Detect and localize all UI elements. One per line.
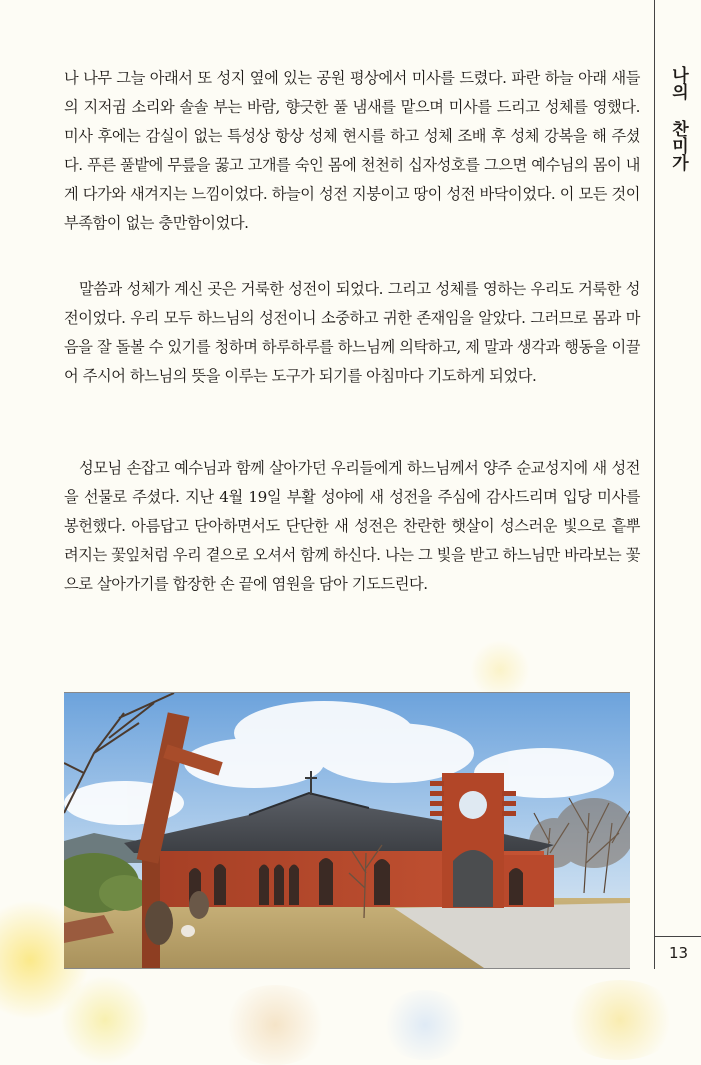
- church-illustration: [64, 693, 630, 968]
- bell-tower: [430, 773, 516, 908]
- page-number: 13: [654, 936, 701, 969]
- bokeh-decoration: [60, 975, 150, 1065]
- paragraph-text: 나 나무 그늘 아래서 또 성지 옆에 있는 공원 평상에서 미사를 드렸다. 파란 하늘 아래 새들의 지저귐 소리와 솔솔 부는 바람, 향긋한 풀 냄새를 맡으며 미사를 드리고 성체를 영했다. 미사 후에는 감실이 없는 특성상 항상 성체 현시를 하고 성체 조배 후 성체 강복을 해 주셨다. 푸른 풀밭에 무릎을 꿇고 고개를 숙인 몸에 천천히 십자성호를 그으면 예수님의 몸이 내게 다가와 새겨지는 느낌이었다. 하늘이 성전 지붕이고 땅이 성전 바닥이었다. 이 모든 것이 부족함이 없는 충만함이었다.: [64, 69, 640, 232]
- bokeh-decoration: [470, 640, 530, 700]
- bokeh-decoration: [380, 990, 470, 1060]
- paragraph-text: 성모님 손잡고 예수님과 함께 살아가던 우리들에게 하느님께서 양주 순교성지에 새 성전을 선물로 주셨다. 지난 4월 19일 부활 성야에 새 성전을 주심에 감사드리며 입당 미사를 봉헌했다. 아름답고 단아하면서도 단단한 새 성전은 찬란한 햇살이 성스러운 빛으로 흩뿌려지는 꽃잎처럼 우리 곁으로 오셔서 함께 하신다. 나는 그 빛을 받고 하느님만 바라보는 꽃으로 살아가기를 합장한 손 끝에 염원을 담아 기도드린다.: [64, 459, 640, 593]
- bokeh-decoration: [560, 980, 680, 1060]
- paragraph-2: [64, 275, 640, 391]
- paragraph-3: [64, 454, 640, 599]
- bokeh-decoration: [220, 985, 330, 1065]
- side-title: 나의 찬미가: [668, 66, 688, 171]
- church-photo: [64, 692, 630, 969]
- paragraph-1: [64, 64, 640, 238]
- paragraph-text: 말씀과 성체가 계신 곳은 거룩한 성전이 되었다. 그리고 성체를 영하는 우리도 거룩한 성전이었다. 우리 모두 하느님의 성전이니 소중하고 귀한 존재임을 알았다. 그러므로 몸과 마음을 잘 돌볼 수 있기를 청하며 하루하루를 하느님께 의탁하고, 제 말과 생각과 행동을 이끌어 주시어 하느님의 뜻을 이루는 도구가 되기를 아침마다 기도하게 되었다.: [64, 280, 640, 385]
